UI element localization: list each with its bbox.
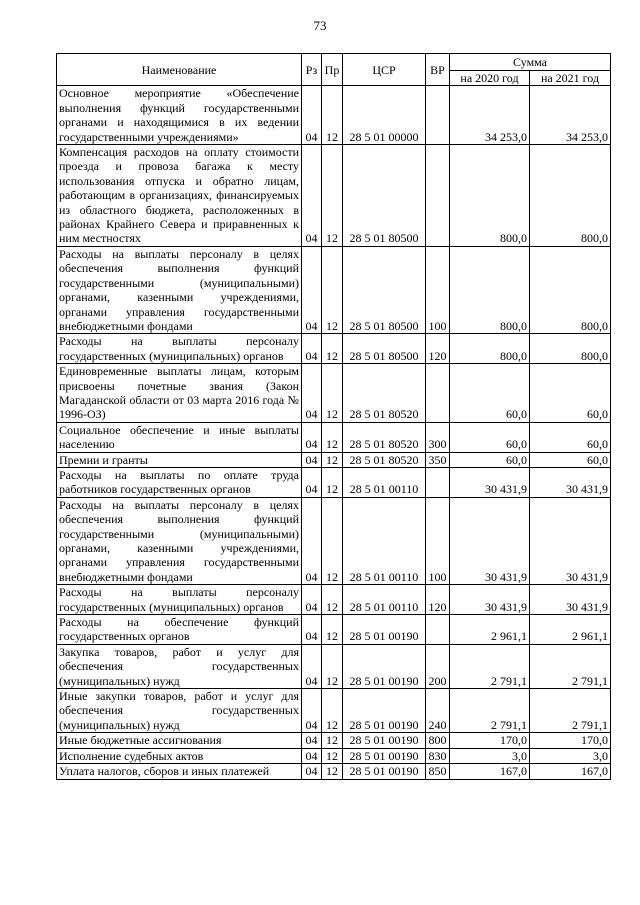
cell-sum-2021: 30 431,9 bbox=[530, 585, 611, 615]
cell-csr: 28 5 01 00110 bbox=[343, 467, 426, 497]
cell-csr: 28 5 01 00110 bbox=[343, 497, 426, 584]
cell-vr: 100 bbox=[426, 497, 450, 584]
cell-vr: 120 bbox=[426, 334, 450, 364]
budget-table bbox=[56, 53, 611, 780]
table-row bbox=[57, 86, 611, 145]
cell-csr: 28 5 01 00190 bbox=[343, 644, 426, 688]
cell-sum-2020: 30 431,9 bbox=[450, 497, 530, 584]
cell-name: Расходы на выплаты персоналу государственных (муниципальных) органов bbox=[57, 334, 302, 364]
cell-vr: 350 bbox=[426, 452, 450, 467]
table-row bbox=[57, 497, 611, 584]
header-pr: Пр bbox=[322, 54, 343, 86]
cell-sum-2020: 170,0 bbox=[450, 733, 530, 748]
header-vr: ВР bbox=[426, 54, 450, 86]
table-row bbox=[57, 585, 611, 615]
cell-vr: 100 bbox=[426, 246, 450, 333]
cell-vr bbox=[426, 86, 450, 145]
cell-sum-2021: 2 791,1 bbox=[530, 689, 611, 733]
cell-name: Расходы на выплаты персоналу в целях обеспечения выполнения функций государственными (муниципальными) органами, казенными учреждениями, органами управления государственными внебюджетными фондами bbox=[57, 246, 302, 333]
cell-name: Закупка товаров, работ и услуг для обеспечения государственных (муниципальных) нужд bbox=[57, 644, 302, 688]
cell-pr: 12 bbox=[322, 467, 343, 497]
cell-name: Расходы на обеспечение функций государственных органов bbox=[57, 615, 302, 645]
header-year-2021: на 2021 год bbox=[530, 71, 611, 86]
cell-sum-2020: 167,0 bbox=[450, 764, 530, 779]
cell-sum-2021: 800,0 bbox=[530, 334, 611, 364]
table-row bbox=[57, 422, 611, 452]
cell-vr: 800 bbox=[426, 733, 450, 748]
cell-sum-2020: 2 791,1 bbox=[450, 644, 530, 688]
cell-csr: 28 5 01 00190 bbox=[343, 689, 426, 733]
cell-sum-2020: 800,0 bbox=[450, 246, 530, 333]
cell-rz: 04 bbox=[302, 467, 322, 497]
cell-vr: 200 bbox=[426, 644, 450, 688]
cell-sum-2021: 60,0 bbox=[530, 364, 611, 423]
cell-csr: 28 5 01 80520 bbox=[343, 452, 426, 467]
cell-csr: 28 5 01 80520 bbox=[343, 364, 426, 423]
cell-name: Единовременные выплаты лицам, которым присвоены почетные звания (Закон Магаданской области от 03 марта 2016 года № 1996-ОЗ) bbox=[57, 364, 302, 423]
cell-sum-2021: 60,0 bbox=[530, 422, 611, 452]
cell-sum-2021: 2 791,1 bbox=[530, 644, 611, 688]
cell-csr: 28 5 01 00190 bbox=[343, 615, 426, 645]
cell-name: Исполнение судебных актов bbox=[57, 748, 302, 763]
cell-pr: 12 bbox=[322, 334, 343, 364]
cell-name: Премии и гранты bbox=[57, 452, 302, 467]
cell-rz: 04 bbox=[302, 86, 322, 145]
cell-sum-2021: 3,0 bbox=[530, 748, 611, 763]
table-row bbox=[57, 644, 611, 688]
cell-csr: 28 5 01 00110 bbox=[343, 585, 426, 615]
cell-sum-2021: 34 253,0 bbox=[530, 86, 611, 145]
cell-pr: 12 bbox=[322, 452, 343, 467]
cell-rz: 04 bbox=[302, 246, 322, 333]
cell-rz: 04 bbox=[302, 452, 322, 467]
cell-name: Иные бюджетные ассигнования bbox=[57, 733, 302, 748]
cell-rz: 04 bbox=[302, 689, 322, 733]
cell-vr: 120 bbox=[426, 585, 450, 615]
table-row bbox=[57, 748, 611, 763]
cell-vr: 300 bbox=[426, 422, 450, 452]
cell-sum-2021: 167,0 bbox=[530, 764, 611, 779]
cell-vr bbox=[426, 615, 450, 645]
header-rz: Рз bbox=[302, 54, 322, 86]
cell-sum-2020: 2 961,1 bbox=[450, 615, 530, 645]
cell-csr: 28 5 01 80520 bbox=[343, 422, 426, 452]
cell-sum-2021: 2 961,1 bbox=[530, 615, 611, 645]
cell-pr: 12 bbox=[322, 733, 343, 748]
table-row bbox=[57, 452, 611, 467]
table-row bbox=[57, 689, 611, 733]
cell-name: Компенсация расходов на оплату стоимости проезда и провоза багажа к месту использования отпуска и обратно лицам, работающим в организациях, финансируемых из областного бюджета, расположенных в районах Крайнего Севера и приравненных к ним местностях bbox=[57, 145, 302, 247]
cell-vr: 850 bbox=[426, 764, 450, 779]
cell-sum-2020: 800,0 bbox=[450, 145, 530, 247]
table-row bbox=[57, 764, 611, 779]
cell-rz: 04 bbox=[302, 364, 322, 423]
cell-rz: 04 bbox=[302, 334, 322, 364]
cell-csr: 28 5 01 00000 bbox=[343, 86, 426, 145]
cell-pr: 12 bbox=[322, 145, 343, 247]
cell-csr: 28 5 01 80500 bbox=[343, 246, 426, 333]
cell-vr bbox=[426, 467, 450, 497]
cell-name: Социальное обеспечение и иные выплаты населению bbox=[57, 422, 302, 452]
header-name: Наименование bbox=[57, 54, 302, 86]
cell-name: Иные закупки товаров, работ и услуг для обеспечения государственных (муниципальных) нужд bbox=[57, 689, 302, 733]
cell-sum-2020: 30 431,9 bbox=[450, 585, 530, 615]
cell-pr: 12 bbox=[322, 615, 343, 645]
cell-vr: 240 bbox=[426, 689, 450, 733]
cell-csr: 28 5 01 00190 bbox=[343, 764, 426, 779]
cell-csr: 28 5 01 00190 bbox=[343, 748, 426, 763]
table-row bbox=[57, 467, 611, 497]
cell-sum-2021: 170,0 bbox=[530, 733, 611, 748]
cell-name: Расходы на выплаты персоналу государственных (муниципальных) органов bbox=[57, 585, 302, 615]
table-row bbox=[57, 733, 611, 748]
cell-pr: 12 bbox=[322, 748, 343, 763]
cell-pr: 12 bbox=[322, 585, 343, 615]
cell-pr: 12 bbox=[322, 246, 343, 333]
cell-sum-2020: 60,0 bbox=[450, 452, 530, 467]
cell-pr: 12 bbox=[322, 764, 343, 779]
cell-rz: 04 bbox=[302, 615, 322, 645]
cell-name: Основное мероприятие «Обеспечение выполнения функций государственными органами и находящимися в их ведении государственными учреждениями» bbox=[57, 86, 302, 145]
cell-pr: 12 bbox=[322, 689, 343, 733]
cell-sum-2021: 60,0 bbox=[530, 452, 611, 467]
cell-sum-2020: 60,0 bbox=[450, 422, 530, 452]
cell-sum-2021: 800,0 bbox=[530, 246, 611, 333]
cell-rz: 04 bbox=[302, 145, 322, 247]
cell-csr: 28 5 01 00190 bbox=[343, 733, 426, 748]
cell-rz: 04 bbox=[302, 497, 322, 584]
cell-pr: 12 bbox=[322, 364, 343, 423]
cell-name: Расходы на выплаты персоналу в целях обеспечения выполнения функций государственными (муниципальными) органами, казенными учреждениями, органами управления государственными внебюджетными фондами bbox=[57, 497, 302, 584]
cell-vr: 830 bbox=[426, 748, 450, 763]
cell-sum-2020: 34 253,0 bbox=[450, 86, 530, 145]
cell-rz: 04 bbox=[302, 585, 322, 615]
table-row bbox=[57, 334, 611, 364]
cell-pr: 12 bbox=[322, 644, 343, 688]
cell-rz: 04 bbox=[302, 764, 322, 779]
cell-sum-2020: 3,0 bbox=[450, 748, 530, 763]
cell-sum-2020: 2 791,1 bbox=[450, 689, 530, 733]
cell-vr bbox=[426, 364, 450, 423]
cell-sum-2021: 30 431,9 bbox=[530, 497, 611, 584]
cell-pr: 12 bbox=[322, 422, 343, 452]
page-number: 73 bbox=[313, 18, 327, 33]
table-row bbox=[57, 364, 611, 423]
cell-sum-2020: 30 431,9 bbox=[450, 467, 530, 497]
cell-rz: 04 bbox=[302, 422, 322, 452]
table-body bbox=[57, 86, 611, 779]
cell-pr: 12 bbox=[322, 497, 343, 584]
header-csr: ЦСР bbox=[343, 54, 426, 86]
cell-rz: 04 bbox=[302, 748, 322, 763]
cell-name: Расходы на выплаты по оплате труда работников государственных органов bbox=[57, 467, 302, 497]
cell-csr: 28 5 01 80500 bbox=[343, 334, 426, 364]
table-row bbox=[57, 145, 611, 247]
cell-sum-2021: 800,0 bbox=[530, 145, 611, 247]
header-year-2020: на 2020 год bbox=[450, 71, 530, 86]
table-row bbox=[57, 615, 611, 645]
cell-name: Уплата налогов, сборов и иных платежей bbox=[57, 764, 302, 779]
table-row bbox=[57, 246, 611, 333]
header-sum: Сумма bbox=[450, 54, 611, 71]
cell-vr bbox=[426, 145, 450, 247]
cell-sum-2020: 800,0 bbox=[450, 334, 530, 364]
cell-sum-2021: 30 431,9 bbox=[530, 467, 611, 497]
cell-csr: 28 5 01 80500 bbox=[343, 145, 426, 247]
cell-rz: 04 bbox=[302, 733, 322, 748]
cell-rz: 04 bbox=[302, 644, 322, 688]
cell-pr: 12 bbox=[322, 86, 343, 145]
cell-sum-2020: 60,0 bbox=[450, 364, 530, 423]
